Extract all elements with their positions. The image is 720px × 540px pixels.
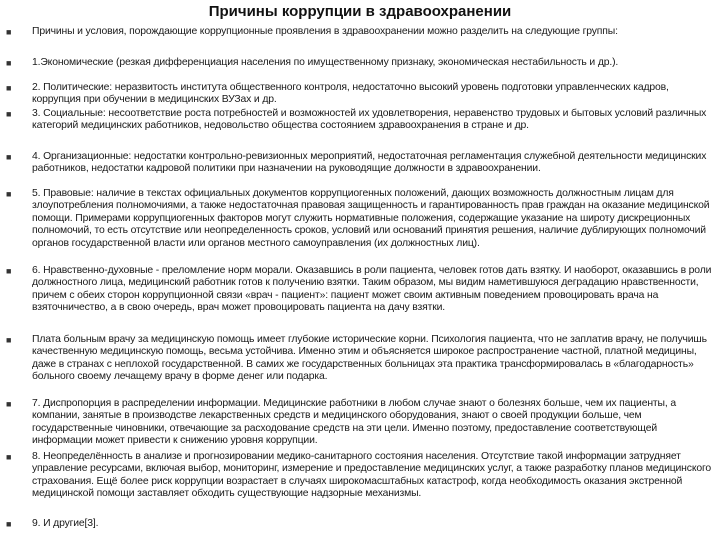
bullet-icon: ■ xyxy=(6,58,12,68)
list-item-text: 4. Организационные: недостатки контрольно-ревизионных мероприятий, недостаточная регламентация служебной деятельности медицинских работников, недостатки кадровой политики при назначении на руководящие должности в здравоохранении. xyxy=(32,151,707,175)
bullet-icon: ■ xyxy=(6,519,12,529)
list-item-text: 3. Социальные: несоответствие роста потребностей и возможностей их удовлетворения, неравенство трудовых и бытовых условий различных категорий медицинских работников, недовольство общества состоянием здравоохранения в стране и др. xyxy=(32,108,707,132)
list-item-text: 7. Диспропорция в распределении информации. Медицинские работники в любом случае знают о болезнях больше, чем их пациенты, а компании, занятые в производстве лекарственных средств и медицинского оборудования, знают о своей продукции больше, чем государственные чиновники, отвечающие за расходование средств на эти цели. Именно поэтому, предоставление соответствующей информации может привести к снижению уровня коррупции. xyxy=(32,398,676,447)
page-title: Причины коррупции в здравоохранении xyxy=(208,3,512,20)
bullet-icon: ■ xyxy=(6,152,12,162)
list-item-text: Плата больным врачу за медицинскую помощь имеет глубокие исторические корни. Психология пациента, что не заплатив врачу, не получишь качественную медицинскую помощь, весьма устойчива. Именно этим и объясняется широкое распространение частной, платной медицины, даже в странах с неплохой государственной. В самих же государственных больницах эта практика трансформировалась в «благодарность» больного своему лечащему врачу в форме денег или подарка. xyxy=(32,334,707,383)
bullet-icon: ■ xyxy=(6,83,12,93)
bullet-icon: ■ xyxy=(6,452,12,462)
list-item-text: Причины и условия, порождающие коррупционные проявления в здравоохранении можно разделить на следующие группы: xyxy=(32,26,618,37)
list-item-text: 8. Неопределённость в анализе и прогнозировании медико-санитарного состояния населения. Отсутствие такой информации затрудняет управление ресурсами, включая выбор, мониторинг, измерение и предоставление медицинских услуг, а также разработку планов медицинского страхования. Ещё более риск коррупции возрастает в случаях широкомасштабных катастроф, когда необходимость оказания экстренной медицинской помощи заставляет обходить существующие надзорные механизмы. xyxy=(32,451,711,500)
list-item-text: 2. Политические: неразвитость института общественного контроля, недостаточно высокий уровень подготовки управленческих кадров, коррупция при обучении в медицинских ВУЗах и др. xyxy=(32,82,669,106)
list-item-text: 6. Нравственно-духовные - преломление норм морали. Оказавшись в роли пациента, человек готов дать взятку. И наоборот, оказавшись в роли должностного лица, медицинский работник готов к получению взятки. Таким образом, мы видим наметившуюся деградацию нравственности, причем с обеих сторон коррупционной связи «врач - пациент»: пациент может своим активным поведением провоцировать врача на взяточничество, а в свою очередь, врач может провоцировать пациента на дачу взятки. xyxy=(32,265,712,314)
bullet-icon: ■ xyxy=(6,266,12,276)
bullet-icon: ■ xyxy=(6,189,12,199)
bullet-icon: ■ xyxy=(6,335,12,345)
bullet-icon: ■ xyxy=(6,109,12,119)
bullet-icon: ■ xyxy=(6,399,12,409)
list-item-text: 5. Правовые: наличие в текстах официальных документов коррупциогенных положений, дающих возможность должностным лицам для злоупотребления полномочиями, а также недостаточная правовая защищенность и гарантированность прав граждан на оказание медицинской помощи. Примерами коррупциогенных факторов могут служить нормативные положения, содержащие указание на широту дискреционных полномочий, то есть отсутствие или неопределенность сроков, условий или оснований принятия решения, наличие дублирующих полномочий органов государственной власти или органов местного самоуправления (их должностных лиц). xyxy=(32,188,710,249)
bullet-icon: ■ xyxy=(6,27,12,37)
list-item-text: 1.Экономические (резкая дифференциация населения по имущественному признаку, экономическая нестабильность и др.). xyxy=(32,57,619,68)
list-item-text: 9. И другие[3]. xyxy=(32,518,99,529)
